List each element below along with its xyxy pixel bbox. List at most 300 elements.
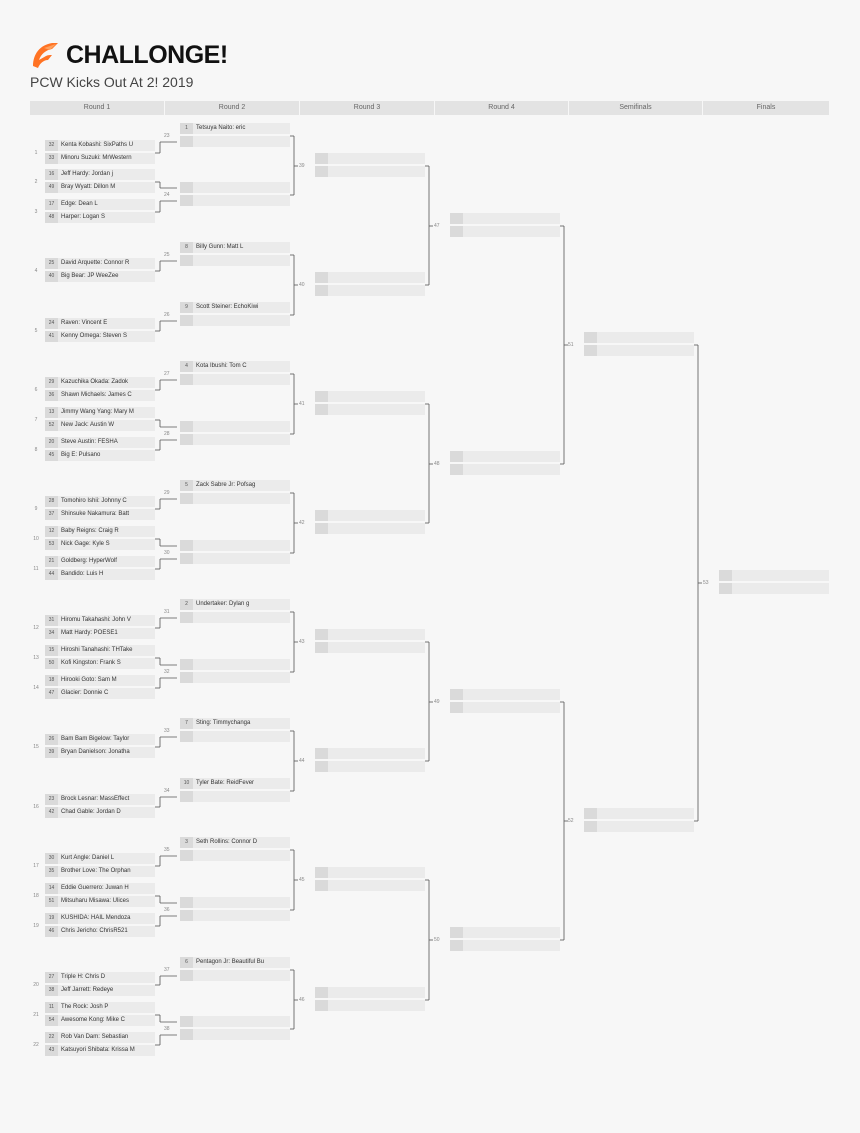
match-35[interactable] xyxy=(180,837,290,863)
match-48[interactable] xyxy=(450,451,560,477)
participant-slot[interactable] xyxy=(180,957,290,968)
seed-badge: 45 xyxy=(45,450,58,461)
match-number: 43 xyxy=(299,639,305,645)
match-19[interactable] xyxy=(45,913,155,939)
participant-slot[interactable] xyxy=(45,569,155,580)
match-15[interactable] xyxy=(45,734,155,760)
match-number: 20 xyxy=(33,982,39,988)
participant-name: Chad Gable: Jordan D xyxy=(61,809,121,815)
match-52[interactable] xyxy=(584,808,694,834)
match-42[interactable] xyxy=(315,510,425,536)
participant-slot[interactable] xyxy=(180,837,290,848)
match-13[interactable] xyxy=(45,645,155,671)
participant-slot[interactable] xyxy=(180,791,290,802)
participant-slot[interactable] xyxy=(315,629,425,640)
match-8[interactable] xyxy=(45,437,155,463)
participant-slot[interactable] xyxy=(45,658,155,669)
participant-name xyxy=(331,867,423,878)
seed-badge: 14 xyxy=(45,883,58,894)
participant-name xyxy=(331,523,423,534)
seed-badge xyxy=(180,910,193,921)
match-4[interactable] xyxy=(45,258,155,284)
seed-badge xyxy=(180,374,193,385)
participant-name: Billy Gunn: Matt L xyxy=(196,244,244,250)
participant-slot[interactable] xyxy=(45,926,155,937)
participant-slot[interactable] xyxy=(315,166,425,177)
participant-name: Tetsuya Naito: eric xyxy=(196,125,246,131)
participant-name: Zack Sabre Jr: Pofsag xyxy=(196,482,256,488)
participant-name: Kenny Omega: Steven S xyxy=(61,333,128,339)
participant-slot[interactable] xyxy=(45,539,155,550)
participant-slot[interactable] xyxy=(315,510,425,521)
participant-slot[interactable] xyxy=(45,972,155,983)
match-22[interactable] xyxy=(45,1032,155,1058)
participant-slot[interactable] xyxy=(45,913,155,924)
participant-name: Katsuyori Shibata: Krissa M xyxy=(61,1047,135,1053)
seed-badge: 42 xyxy=(45,807,58,818)
match-51[interactable] xyxy=(584,332,694,358)
participant-name xyxy=(196,255,288,266)
seed-badge: 9 xyxy=(180,302,193,313)
match-9[interactable] xyxy=(45,496,155,522)
match-5[interactable] xyxy=(45,318,155,344)
participant-slot[interactable] xyxy=(45,407,155,418)
match-25[interactable] xyxy=(180,242,290,268)
match-number: 32 xyxy=(164,669,170,675)
participant-slot[interactable] xyxy=(45,318,155,329)
match-41[interactable] xyxy=(315,391,425,417)
seed-badge: 4 xyxy=(180,361,193,372)
seed-badge xyxy=(315,748,328,759)
participant-name: Undertaker: Dylan g xyxy=(196,601,250,607)
match-53[interactable] xyxy=(719,570,829,596)
match-number: 35 xyxy=(164,847,170,853)
seed-badge xyxy=(315,272,328,283)
participant-name: KUSHIDA: HAIL Mendoza xyxy=(61,915,131,921)
match-6[interactable] xyxy=(45,377,155,403)
participant-name: Triple H: Chris D xyxy=(61,974,106,980)
seed-badge xyxy=(315,166,328,177)
seed-badge xyxy=(180,195,193,206)
match-number: 6 xyxy=(34,387,38,393)
seed-badge: 2 xyxy=(180,599,193,610)
round-header-1: Round 1 xyxy=(30,101,165,115)
participant-slot[interactable] xyxy=(45,169,155,180)
match-47[interactable] xyxy=(450,213,560,239)
participant-name xyxy=(196,659,288,670)
participant-slot[interactable] xyxy=(315,272,425,283)
seed-badge: 27 xyxy=(45,972,58,983)
seed-badge xyxy=(450,464,463,475)
participant-name: Pentagon Jr: Beautiful Bu xyxy=(196,959,265,965)
match-18[interactable] xyxy=(45,883,155,909)
participant-slot[interactable] xyxy=(45,509,155,520)
seed-badge xyxy=(315,629,328,640)
participant-name: Bam Bam Bigelow: Taylor xyxy=(61,736,130,742)
participant-slot[interactable] xyxy=(45,390,155,401)
participant-slot[interactable] xyxy=(45,258,155,269)
participant-name: David Arquette: Connor R xyxy=(61,260,130,266)
participant-name: Harper: Logan S xyxy=(61,214,106,220)
participant-slot[interactable] xyxy=(45,883,155,894)
seed-badge: 20 xyxy=(45,437,58,448)
participant-slot[interactable] xyxy=(180,553,290,564)
participant-slot[interactable] xyxy=(45,645,155,656)
participant-slot[interactable] xyxy=(180,195,290,206)
seed-badge xyxy=(719,570,732,581)
round-header-4: Round 4 xyxy=(435,101,569,115)
participant-slot[interactable] xyxy=(180,910,290,921)
seed-badge xyxy=(584,345,597,356)
participant-name xyxy=(600,345,692,356)
participant-name: Big Bear: JP WeeZee xyxy=(61,273,119,279)
participant-slot[interactable] xyxy=(45,615,155,626)
participant-name: New Jack: Austin W xyxy=(61,422,115,428)
participant-slot[interactable] xyxy=(315,153,425,164)
participant-name xyxy=(600,821,692,832)
participant-slot[interactable] xyxy=(180,1016,290,1027)
participant-slot[interactable] xyxy=(180,659,290,670)
match-44[interactable] xyxy=(315,748,425,774)
participant-name xyxy=(466,940,558,951)
match-40[interactable] xyxy=(315,272,425,298)
participant-slot[interactable] xyxy=(315,404,425,415)
match-38[interactable] xyxy=(180,1016,290,1042)
match-number: 1 xyxy=(34,150,38,156)
participant-slot[interactable] xyxy=(45,377,155,388)
match-10[interactable] xyxy=(45,526,155,552)
participant-name xyxy=(196,970,288,981)
match-49[interactable] xyxy=(450,689,560,715)
participant-name: Hiroshi Tanahashi: THTake xyxy=(61,647,133,653)
match-32[interactable] xyxy=(180,659,290,685)
match-number: 36 xyxy=(164,907,170,913)
seed-badge xyxy=(315,404,328,415)
match-14[interactable] xyxy=(45,675,155,701)
participant-slot[interactable] xyxy=(45,675,155,686)
participant-slot[interactable] xyxy=(45,866,155,877)
match-31[interactable] xyxy=(180,599,290,625)
match-number: 37 xyxy=(164,967,170,973)
seed-badge: 25 xyxy=(45,258,58,269)
participant-slot[interactable] xyxy=(45,734,155,745)
seed-badge xyxy=(180,672,193,683)
participant-slot[interactable] xyxy=(450,927,560,938)
match-34[interactable] xyxy=(180,778,290,804)
participant-name: Mitsuharu Misawa: Ulices xyxy=(61,898,130,904)
match-number: 8 xyxy=(34,447,38,453)
seed-badge xyxy=(180,659,193,670)
seed-badge xyxy=(180,897,193,908)
match-number: 25 xyxy=(164,252,170,258)
participant-slot[interactable] xyxy=(180,731,290,742)
seed-badge: 13 xyxy=(45,407,58,418)
participant-slot[interactable] xyxy=(45,1015,155,1026)
seed-badge: 41 xyxy=(45,331,58,342)
participant-slot[interactable] xyxy=(45,437,155,448)
participant-slot[interactable] xyxy=(315,867,425,878)
participant-name xyxy=(331,1000,423,1011)
match-number: 44 xyxy=(299,758,305,764)
participant-slot[interactable] xyxy=(450,213,560,224)
participant-slot[interactable] xyxy=(45,450,155,461)
participant-name: Seth Rollins: Connor D xyxy=(196,839,258,845)
match-36[interactable] xyxy=(180,897,290,923)
participant-slot[interactable] xyxy=(315,523,425,534)
seed-badge xyxy=(315,642,328,653)
match-number: 3 xyxy=(34,209,38,215)
participant-name: Brock Lesnar: MassEffect xyxy=(61,796,130,802)
participant-slot[interactable] xyxy=(180,361,290,372)
seed-badge xyxy=(180,136,193,147)
participant-name: Baby Reigns: Craig R xyxy=(61,528,119,534)
match-16[interactable] xyxy=(45,794,155,820)
match-43[interactable] xyxy=(315,629,425,655)
seed-badge: 54 xyxy=(45,1015,58,1026)
seed-badge: 51 xyxy=(45,896,58,907)
match-23[interactable] xyxy=(180,123,290,149)
seed-badge: 5 xyxy=(180,480,193,491)
participant-name: Glacier: Donnie C xyxy=(61,690,109,696)
participant-name: Kofi Kingston: Frank S xyxy=(61,660,121,666)
match-number: 16 xyxy=(33,804,39,810)
participant-slot[interactable] xyxy=(450,226,560,237)
match-33[interactable] xyxy=(180,718,290,744)
seed-badge xyxy=(180,850,193,861)
participant-slot[interactable] xyxy=(45,747,155,758)
match-30[interactable] xyxy=(180,540,290,566)
participant-slot[interactable] xyxy=(180,242,290,253)
participant-slot[interactable] xyxy=(180,374,290,385)
match-28[interactable] xyxy=(180,421,290,447)
participant-slot[interactable] xyxy=(180,315,290,326)
participant-name xyxy=(600,332,692,343)
seed-badge: 33 xyxy=(45,153,58,164)
match-number: 23 xyxy=(164,133,170,139)
participant-name xyxy=(196,434,288,445)
seed-badge xyxy=(315,867,328,878)
participant-slot[interactable] xyxy=(180,850,290,861)
participant-slot[interactable] xyxy=(45,526,155,537)
seed-badge: 7 xyxy=(180,718,193,729)
participant-name xyxy=(331,166,423,177)
match-1[interactable] xyxy=(45,140,155,166)
participant-slot[interactable] xyxy=(45,140,155,151)
seed-badge: 15 xyxy=(45,645,58,656)
participant-slot[interactable] xyxy=(180,778,290,789)
participant-slot[interactable] xyxy=(180,480,290,491)
participant-slot[interactable] xyxy=(45,271,155,282)
match-number: 50 xyxy=(434,937,440,943)
participant-slot[interactable] xyxy=(180,302,290,313)
participant-slot[interactable] xyxy=(180,612,290,623)
participant-slot[interactable] xyxy=(45,331,155,342)
participant-slot[interactable] xyxy=(45,853,155,864)
match-50[interactable] xyxy=(450,927,560,953)
participant-name: Awesome Kong: Mike C xyxy=(61,1017,125,1023)
participant-slot[interactable] xyxy=(45,212,155,223)
participant-name xyxy=(600,808,692,819)
match-37[interactable] xyxy=(180,957,290,983)
participant-name xyxy=(196,553,288,564)
participant-name xyxy=(466,464,558,475)
seed-badge: 43 xyxy=(45,1045,58,1056)
match-number: 11 xyxy=(33,566,39,572)
participant-slot[interactable] xyxy=(180,540,290,551)
participant-slot[interactable] xyxy=(315,642,425,653)
participant-slot[interactable] xyxy=(450,940,560,951)
participant-slot[interactable] xyxy=(45,1045,155,1056)
participant-name: Scott Steiner: EchoKiwi xyxy=(196,304,259,310)
seed-badge xyxy=(180,970,193,981)
participant-slot[interactable] xyxy=(315,987,425,998)
match-number: 21 xyxy=(33,1012,39,1018)
participant-name: Raven: Vincent E xyxy=(61,320,108,326)
participant-name xyxy=(466,226,558,237)
match-17[interactable] xyxy=(45,853,155,879)
participant-name: Brother Love: The Orphan xyxy=(61,868,131,874)
participant-name: Hirooki Goto: Sam M xyxy=(61,677,117,683)
participant-slot[interactable] xyxy=(315,748,425,759)
seed-badge xyxy=(584,332,597,343)
match-number: 52 xyxy=(568,818,574,824)
match-number: 41 xyxy=(299,401,305,407)
participant-slot[interactable] xyxy=(450,702,560,713)
participant-slot[interactable] xyxy=(584,808,694,819)
participant-slot[interactable] xyxy=(45,807,155,818)
participant-slot[interactable] xyxy=(45,420,155,431)
participant-name: Minoru Suzuki: MrWestern xyxy=(61,155,132,161)
seed-badge: 48 xyxy=(45,212,58,223)
seed-badge xyxy=(180,315,193,326)
participant-slot[interactable] xyxy=(719,570,829,581)
seed-badge xyxy=(180,182,193,193)
participant-slot[interactable] xyxy=(315,391,425,402)
match-12[interactable] xyxy=(45,615,155,641)
participant-slot[interactable] xyxy=(45,199,155,210)
participant-slot[interactable] xyxy=(180,136,290,147)
participant-name xyxy=(466,702,558,713)
participant-slot[interactable] xyxy=(45,556,155,567)
participant-slot[interactable] xyxy=(180,718,290,729)
participant-slot[interactable] xyxy=(584,332,694,343)
participant-slot[interactable] xyxy=(45,794,155,805)
participant-name: Edge: Dean L xyxy=(61,201,98,207)
seed-badge: 37 xyxy=(45,509,58,520)
seed-badge: 21 xyxy=(45,556,58,567)
participant-name xyxy=(196,1016,288,1027)
participant-slot[interactable] xyxy=(180,434,290,445)
participant-slot[interactable] xyxy=(315,761,425,772)
match-21[interactable] xyxy=(45,1002,155,1028)
participant-slot[interactable] xyxy=(45,153,155,164)
participant-slot[interactable] xyxy=(584,345,694,356)
match-number: 47 xyxy=(434,223,440,229)
match-20[interactable] xyxy=(45,972,155,998)
participant-slot[interactable] xyxy=(45,1002,155,1013)
participant-slot[interactable] xyxy=(315,285,425,296)
match-39[interactable] xyxy=(315,153,425,179)
participant-name xyxy=(331,153,423,164)
participant-slot[interactable] xyxy=(45,496,155,507)
participant-slot[interactable] xyxy=(45,688,155,699)
participant-name: Nick Gage: Kyle S xyxy=(61,541,110,547)
participant-name: Kazuchika Okada: Zadok xyxy=(61,379,129,385)
participant-slot[interactable] xyxy=(180,897,290,908)
participant-slot[interactable] xyxy=(315,880,425,891)
participant-slot[interactable] xyxy=(180,599,290,610)
participant-slot[interactable] xyxy=(180,123,290,134)
participant-slot[interactable] xyxy=(180,421,290,432)
match-2[interactable] xyxy=(45,169,155,195)
participant-name: Kota Ibushi: Tom C xyxy=(196,363,247,369)
participant-slot[interactable] xyxy=(180,672,290,683)
match-29[interactable] xyxy=(180,480,290,506)
seed-badge: 53 xyxy=(45,539,58,550)
seed-badge: 18 xyxy=(45,675,58,686)
participant-slot[interactable] xyxy=(450,689,560,700)
participant-slot[interactable] xyxy=(315,1000,425,1011)
participant-name: Big E: Pulsano xyxy=(61,452,101,458)
participant-name xyxy=(196,493,288,504)
seed-badge xyxy=(584,821,597,832)
seed-badge: 32 xyxy=(45,140,58,151)
participant-name xyxy=(196,182,288,193)
match-number: 15 xyxy=(33,744,39,750)
match-24[interactable] xyxy=(180,182,290,208)
match-45[interactable] xyxy=(315,867,425,893)
participant-slot[interactable] xyxy=(180,182,290,193)
seed-badge xyxy=(450,213,463,224)
match-number: 9 xyxy=(34,506,38,512)
match-number: 45 xyxy=(299,877,305,883)
seed-badge xyxy=(450,689,463,700)
seed-badge: 11 xyxy=(45,1002,58,1013)
participant-name xyxy=(196,850,288,861)
participant-slot[interactable] xyxy=(45,182,155,193)
seed-badge xyxy=(315,153,328,164)
participant-slot[interactable] xyxy=(450,464,560,475)
match-number: 39 xyxy=(299,163,305,169)
match-3[interactable] xyxy=(45,199,155,225)
match-11[interactable] xyxy=(45,556,155,582)
match-46[interactable] xyxy=(315,987,425,1013)
seed-badge xyxy=(450,702,463,713)
participant-slot[interactable] xyxy=(584,821,694,832)
match-7[interactable] xyxy=(45,407,155,433)
seed-badge xyxy=(315,761,328,772)
participant-slot[interactable] xyxy=(719,583,829,594)
participant-slot[interactable] xyxy=(180,1029,290,1040)
participant-slot[interactable] xyxy=(180,493,290,504)
participant-slot[interactable] xyxy=(180,255,290,266)
participant-slot[interactable] xyxy=(450,451,560,462)
seed-badge xyxy=(315,391,328,402)
participant-name: Jeff Jarrett: Redeye xyxy=(61,987,114,993)
participant-slot[interactable] xyxy=(45,628,155,639)
match-27[interactable] xyxy=(180,361,290,387)
match-number: 4 xyxy=(34,268,38,274)
participant-slot[interactable] xyxy=(180,970,290,981)
match-26[interactable] xyxy=(180,302,290,328)
participant-slot[interactable] xyxy=(45,896,155,907)
participant-name: The Rock: Josh P xyxy=(61,1004,109,1010)
participant-name xyxy=(331,404,423,415)
seed-badge: 46 xyxy=(45,926,58,937)
participant-slot[interactable] xyxy=(45,985,155,996)
participant-slot[interactable] xyxy=(45,1032,155,1043)
participant-name: Jimmy Wang Yang: Mary M xyxy=(61,409,134,415)
